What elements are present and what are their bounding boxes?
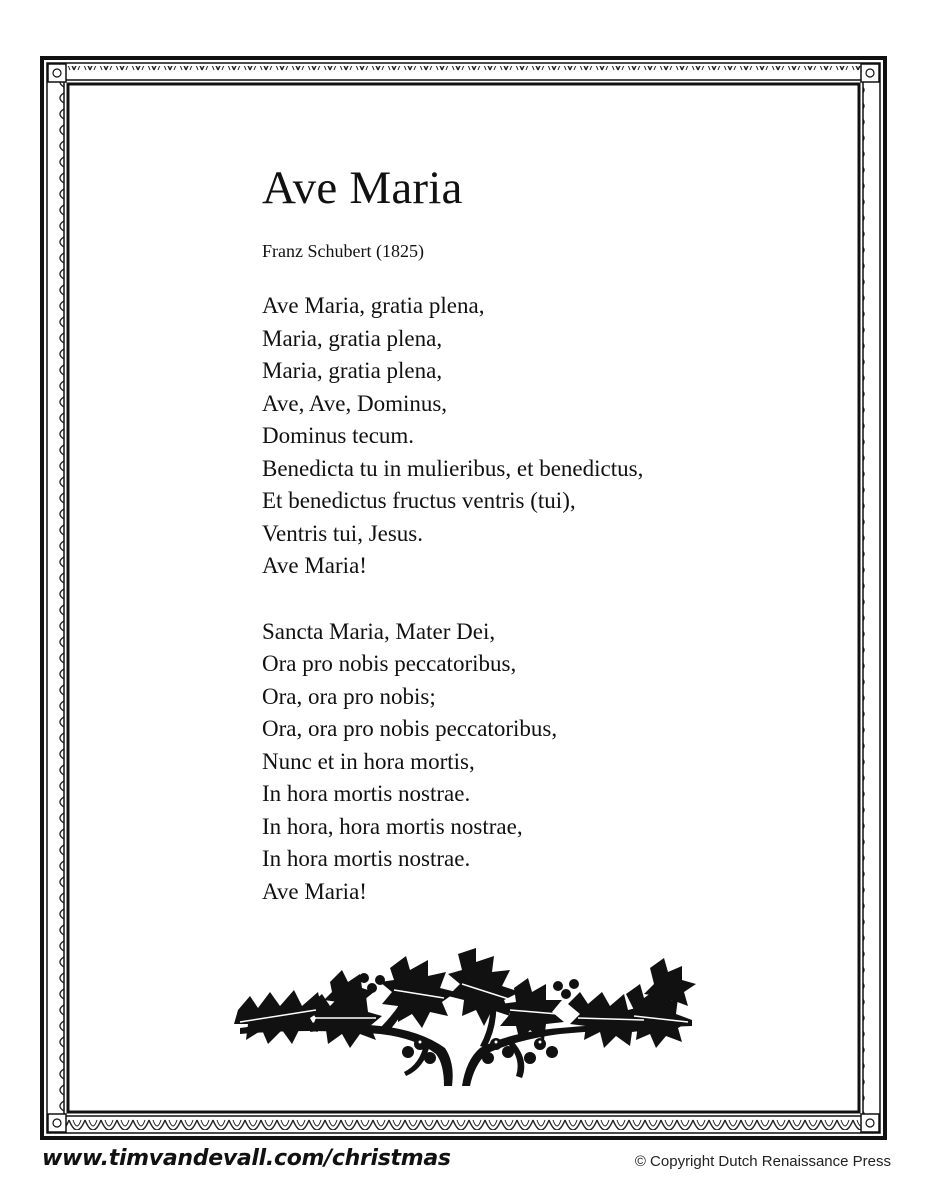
song-content [262, 160, 822, 908]
lyric-line: Sancta Maria, Mater Dei, [262, 618, 496, 644]
lyric-line: In hora, hora mortis nostrae, [262, 813, 523, 839]
composer-credit: Franz Schubert (1825) [262, 241, 424, 261]
lyric-line: Ave, Ave, Dominus, [262, 390, 448, 416]
lyric-line: Dominus tecum. [262, 423, 415, 448]
page-title: Ave Maria [262, 162, 463, 214]
lyric-line: Ora, ora pro nobis peccatoribus, [262, 716, 558, 741]
footer-url-link[interactable]: www.timvandevall.com/christmas [42, 1146, 451, 1171]
lyric-line: Nunc et in hora mortis, [262, 748, 475, 774]
holly-branch-icon [230, 948, 700, 1088]
stanza-1 [262, 290, 822, 583]
lyric-line: In hora mortis nostrae. [262, 846, 471, 871]
lyric-line: Et benedictus fructus ventris (tui), [262, 488, 576, 513]
lyric-line: Ave Maria! [262, 878, 367, 904]
lyric-line: Maria, gratia plena, [262, 358, 443, 383]
lyric-line: Ave Maria! [262, 553, 367, 578]
lyric-line: Ave Maria, gratia plena, [262, 293, 485, 318]
lyric-line: Benedicta tu in mulieribus, et benedictus, [262, 455, 644, 481]
lyric-line: Ora, ora pro nobis; [262, 683, 436, 709]
lyric-line: In hora mortis nostrae. [262, 781, 471, 806]
copyright-notice: © Copyright Dutch Renaissance Press [634, 1153, 891, 1170]
lyric-line: Maria, gratia plena, [262, 325, 443, 351]
lyric-line: Ventris tui, Jesus. [262, 520, 423, 546]
lyric-line: Ora pro nobis peccatoribus, [262, 651, 517, 676]
stanza-2 [262, 616, 822, 909]
